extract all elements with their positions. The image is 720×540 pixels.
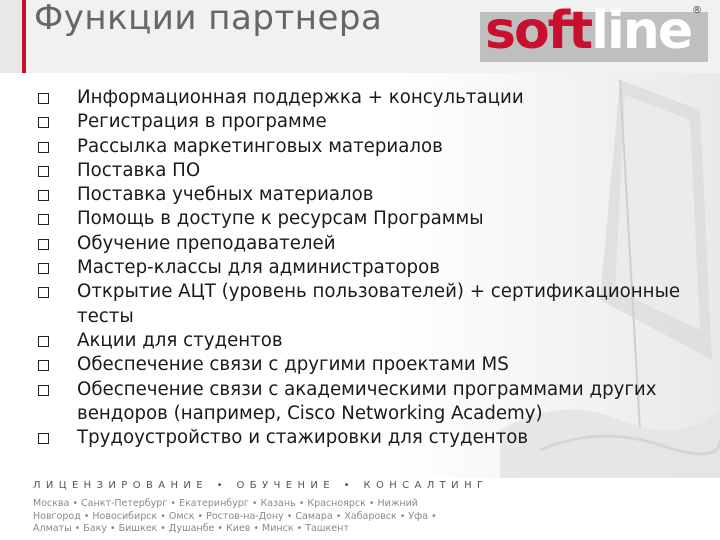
list-item-text: Трудоустройство и стажировки для студентов <box>77 427 529 449</box>
list-item-text: Обеспечение связи с другими проектами MS <box>77 354 509 376</box>
checkbox-bullet-icon <box>38 336 49 347</box>
checkbox-bullet-icon <box>38 287 49 298</box>
list-item-text: Мастер-классы для администраторов <box>77 257 440 279</box>
checkbox-bullet-icon <box>38 263 49 274</box>
list-item-text: Открытие АЦТ (уровень пользователей) + сертификационные тесты <box>77 281 681 327</box>
list-item <box>38 207 708 231</box>
list-item-text: Обучение преподавателей <box>77 232 336 254</box>
list-item <box>38 329 708 353</box>
softline-logo <box>485 1 692 61</box>
title-red-stripe <box>22 0 26 73</box>
checkbox-bullet-icon <box>38 190 49 201</box>
list-item <box>38 183 708 207</box>
checkbox-bullet-icon <box>38 433 49 444</box>
list-item <box>38 426 708 450</box>
list-item-text: Акции для студентов <box>77 329 283 351</box>
list-item <box>38 86 708 110</box>
list-item-text: Обеспечение связи с академическими программами других вендоров (например, Cisco Networking Academy) <box>77 378 657 424</box>
list-item <box>38 159 708 183</box>
list-item <box>38 256 708 280</box>
list-item <box>38 280 708 329</box>
list-item <box>38 110 708 134</box>
logo-soft-text: soft <box>485 1 592 61</box>
title-accent-block <box>0 0 22 73</box>
bullet-list <box>38 86 708 450</box>
checkbox-bullet-icon <box>38 166 49 177</box>
checkbox-bullet-icon <box>38 385 49 396</box>
list-item-text: Поставка учебных материалов <box>77 184 374 206</box>
list-item <box>38 353 708 377</box>
list-item <box>38 135 708 159</box>
checkbox-bullet-icon <box>38 93 49 104</box>
list-item <box>38 378 708 427</box>
list-item-text: Информационная поддержка + консультации <box>77 87 524 108</box>
list-item <box>38 232 708 256</box>
checkbox-bullet-icon <box>38 142 49 153</box>
checkbox-bullet-icon <box>38 239 49 250</box>
page-title: Функции партнера <box>34 0 383 38</box>
registered-mark: ® <box>692 5 702 16</box>
list-item-text: Рассылка маркетинговых материалов <box>77 135 443 157</box>
checkbox-bullet-icon <box>38 360 49 371</box>
list-item-text: Помощь в доступе к ресурсам Программы <box>77 208 484 230</box>
city-list: Москва • Санкт-Петербург • Екатеринбург • Казань • Красноярск • Нижний Новгород • Новосибирск • Омск • Ростов-на-Дону • Самара • Хабаровск • Уфа • Алматы • Баку • Бишкек • Душанбе • Киев • Минск • Ташкент <box>33 498 437 535</box>
checkbox-bullet-icon <box>38 214 49 225</box>
footer <box>0 478 720 540</box>
logo-line-text: line <box>591 1 692 61</box>
list-item-text: Регистрация в программе <box>77 111 327 133</box>
list-item-text: Поставка ПО <box>77 159 201 181</box>
services-tagline: ЛИЦЕНЗИРОВАНИЕ • ОБУЧЕНИЕ • КОНСАЛТИНГ <box>33 480 489 491</box>
checkbox-bullet-icon <box>38 117 49 128</box>
